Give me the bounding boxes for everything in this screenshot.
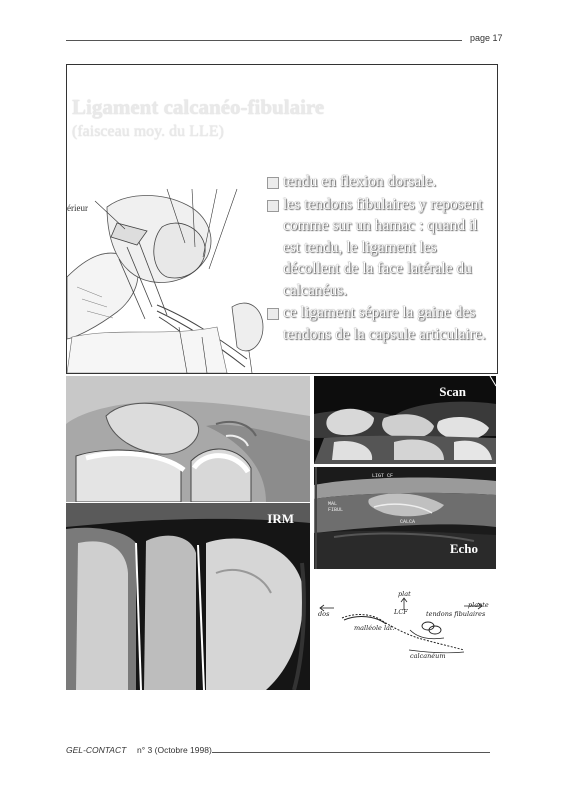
figure-label: érieur xyxy=(67,203,88,213)
slide-panel xyxy=(66,64,498,374)
slide-title: Ligament calcanéo-fibulaire xyxy=(72,95,325,119)
echo-annotation-calca: CALCA xyxy=(400,519,416,525)
page-number: page 17 xyxy=(470,33,503,43)
echo-annotation-top: LIGT CF xyxy=(372,473,394,479)
bullet-square-icon xyxy=(267,177,279,189)
footer-journal: GEL-CONTACT xyxy=(66,745,127,755)
bullet-item: ce ligament sépare la gaine des tendons de la capsule articulaire. xyxy=(267,302,492,345)
sketch-plat: plat xyxy=(398,590,411,598)
bullet-item: les tendons fibulaires y reposent comme sur un hamac : quand il est tendu, le ligament les décollent de la face latérale du calcanéus. xyxy=(267,194,492,302)
sketch-plante: plante xyxy=(468,601,489,609)
footer-rule xyxy=(212,752,490,753)
footer-citation xyxy=(66,745,212,755)
scan-image xyxy=(314,376,496,464)
scan-label: Scan xyxy=(439,384,466,399)
mri-sagittal-photo xyxy=(66,376,310,502)
bullet-list xyxy=(267,171,492,346)
sketch-lcf: LCF xyxy=(394,608,408,616)
echo-image xyxy=(314,467,496,569)
echo-label: Echo xyxy=(449,541,478,556)
sketch-tendons: tendons fibulaires xyxy=(426,610,486,618)
footer-issue: n° 3 (Octobre 1998) xyxy=(137,745,212,755)
anatomy-illustration xyxy=(67,187,267,373)
bullet-square-icon xyxy=(267,200,279,212)
header-rule xyxy=(66,40,462,41)
echo-annotation-mal: MAL FIBUL xyxy=(328,501,344,513)
bullet-item: tendu en flexion dorsale. xyxy=(267,171,492,193)
bullet-square-icon xyxy=(267,308,279,320)
ligament-sketch xyxy=(314,572,496,690)
sketch-malleole: malléole lat. xyxy=(354,624,395,632)
irm-label: IRM xyxy=(267,511,294,526)
sketch-dos: dos xyxy=(318,610,330,618)
sketch-calcaneum: calcanéum xyxy=(410,652,446,660)
slide-subtitle: (faisceau moy. du LLE) xyxy=(72,123,224,140)
irm-image xyxy=(66,503,310,690)
